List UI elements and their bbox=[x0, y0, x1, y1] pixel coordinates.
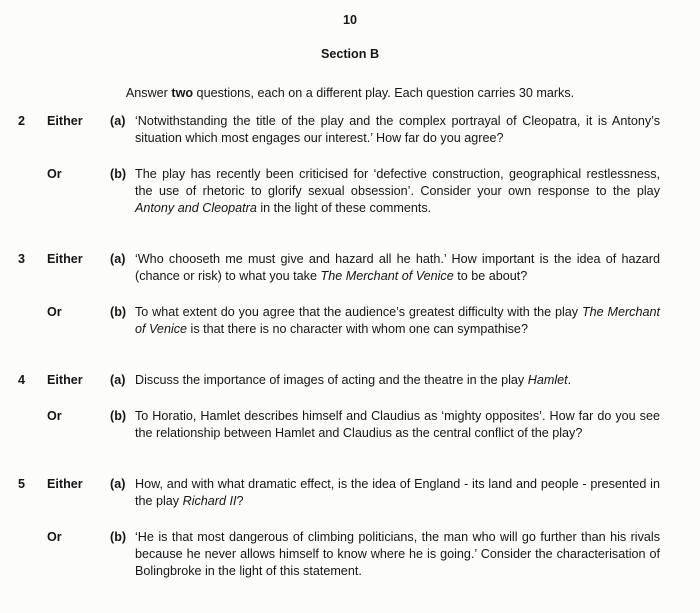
part-b-label: (b) bbox=[110, 530, 127, 544]
question-3-part-b bbox=[18, 304, 660, 338]
instruction-text: Answer two questions, each on a different play. Each question carries 30 marks. bbox=[125, 86, 575, 100]
page-number: 10 bbox=[342, 13, 357, 27]
question-5-part-b bbox=[18, 529, 660, 580]
question-3 bbox=[18, 251, 660, 338]
question-number: 4 bbox=[18, 373, 26, 387]
part-b-label: (b) bbox=[110, 305, 127, 319]
question-number: 2 bbox=[18, 114, 26, 128]
page-header bbox=[0, 12, 700, 102]
part-a-label: (a) bbox=[110, 373, 126, 387]
part-b-label: (b) bbox=[110, 167, 127, 181]
part-b-label: (b) bbox=[110, 409, 127, 423]
question-2-part-a bbox=[18, 113, 660, 147]
question-5-part-a bbox=[18, 476, 660, 510]
either-label: Either bbox=[47, 373, 83, 387]
question-number: 5 bbox=[18, 477, 26, 491]
either-label: Either bbox=[47, 477, 83, 491]
part-b-text: To Horatio, Hamlet describes himself and Claudius as ‘mighty opposites’. How far do you see the relationship between Hamlet and Claudius as the central conflict of the play? bbox=[135, 409, 660, 440]
question-3-part-a bbox=[18, 251, 660, 285]
or-label: Or bbox=[47, 409, 62, 423]
question-number: 3 bbox=[18, 252, 26, 266]
question-2 bbox=[18, 113, 660, 217]
question-5 bbox=[18, 476, 660, 580]
part-a-text: Discuss the importance of images of acting and the theatre in the play Hamlet. bbox=[135, 373, 572, 387]
either-label: Either bbox=[47, 252, 83, 266]
question-4 bbox=[18, 372, 660, 442]
question-4-part-b bbox=[18, 408, 660, 442]
part-a-label: (a) bbox=[110, 252, 126, 266]
or-label: Or bbox=[47, 305, 62, 319]
part-a-text: ‘Notwithstanding the title of the play and the complex portrayal of Cleopatra, it is Antony’s situation which most engages our interest.’ How far do you agree? bbox=[135, 114, 660, 145]
part-b-text: The play has recently been criticised for ‘defective construction, geographical restlessness, the use of rhetoric to glorify sexual obsession’. Consider your own response to the play Antony and Cleopatra in the light of these comments. bbox=[135, 167, 660, 215]
question-2-part-b bbox=[18, 166, 660, 217]
part-b-text: To what extent do you agree that the audience’s greatest difficulty with the play The Merchant of Venice is that there is no character with whom one can sympathise? bbox=[135, 305, 660, 336]
or-label: Or bbox=[47, 530, 62, 544]
either-label: Either bbox=[47, 114, 83, 128]
or-label: Or bbox=[47, 167, 62, 181]
question-4-part-a bbox=[18, 372, 660, 389]
section-title: Section B bbox=[320, 47, 380, 61]
part-a-label: (a) bbox=[110, 114, 126, 128]
part-a-text: ‘Who chooseth me must give and hazard all he hath.’ How important is the idea of hazard (chance or risk) to what you take The Merchant of Venice to be about? bbox=[135, 252, 660, 283]
part-a-text: How, and with what dramatic effect, is the idea of England - its land and people - presented in the play Richard II? bbox=[135, 477, 660, 508]
questions-list bbox=[18, 113, 660, 580]
part-a-label: (a) bbox=[110, 477, 126, 491]
part-b-text: ‘He is that most dangerous of climbing politicians, the man who will go further than his rivals because he never allows himself to know where he is going.’ Consider the characterisation of Bolingbroke in the light of this statement. bbox=[135, 530, 660, 578]
